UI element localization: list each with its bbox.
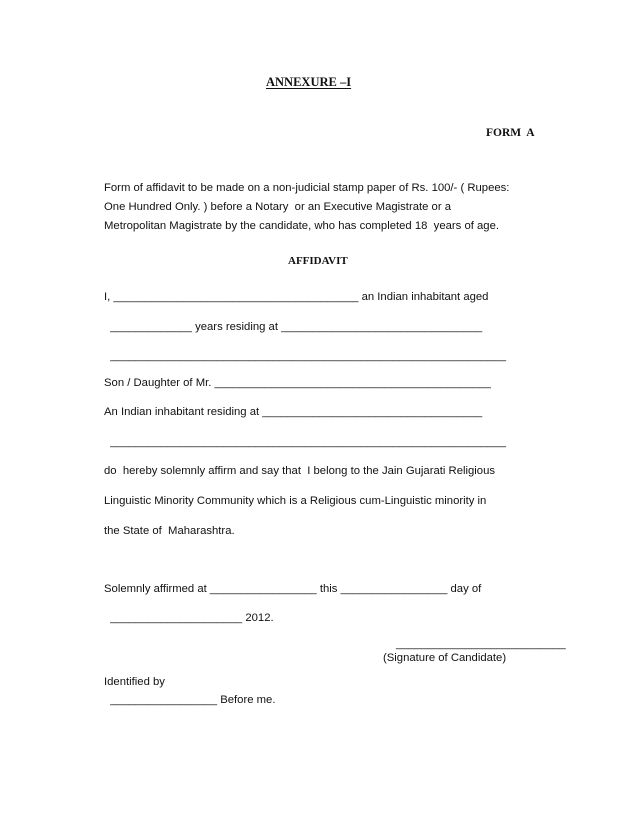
signature-blank: ___________________________ bbox=[396, 638, 566, 650]
residence-line: An Indian inhabitant residing at ___________________________________ bbox=[104, 406, 483, 418]
before-me-line: _________________ Before me. bbox=[104, 694, 276, 706]
year-line: _____________________ 2012. bbox=[104, 612, 274, 624]
annexure-title: ANNEXURE –I bbox=[266, 75, 352, 89]
address-blank-line-2: _______________________________________________________________ bbox=[104, 436, 507, 448]
address-blank-line-1: _______________________________________________________________ bbox=[104, 350, 507, 362]
intro-line-3: Metropolitan Magistrate by the candidate, who has completed 18 years of age. bbox=[104, 220, 499, 232]
solemnly-affirmed-line: Solemnly affirmed at _________________ this _________________ day of bbox=[104, 583, 482, 595]
years-residing-line: _____________ years residing at ________________________________ bbox=[104, 321, 483, 333]
form-label: FORM A bbox=[486, 127, 535, 139]
intro-line-2: One Hundred Only. ) before a Notary or an Executive Magistrate or a bbox=[104, 201, 452, 213]
signature-label: (Signature of Candidate) bbox=[383, 652, 507, 664]
parent-name-line: Son / Daughter of Mr. ____________________________________________ bbox=[104, 377, 491, 389]
identified-by-label: Identified by bbox=[104, 676, 165, 688]
affidavit-heading: AFFIDAVIT bbox=[288, 255, 348, 267]
affirmation-line-1: do hereby solemnly affirm and say that I belong to the Jain Gujarati Religious bbox=[104, 465, 496, 477]
intro-line-1: Form of affidavit to be made on a non-judicial stamp paper of Rs. 100/- ( Rupees: bbox=[104, 182, 510, 194]
name-age-line: I, _______________________________________ an Indian inhabitant aged bbox=[104, 291, 489, 303]
affirmation-line-3: the State of Maharashtra. bbox=[104, 525, 235, 537]
affirmation-line-2: Linguistic Minority Community which is a Religious cum-Linguistic minority in bbox=[104, 495, 487, 507]
